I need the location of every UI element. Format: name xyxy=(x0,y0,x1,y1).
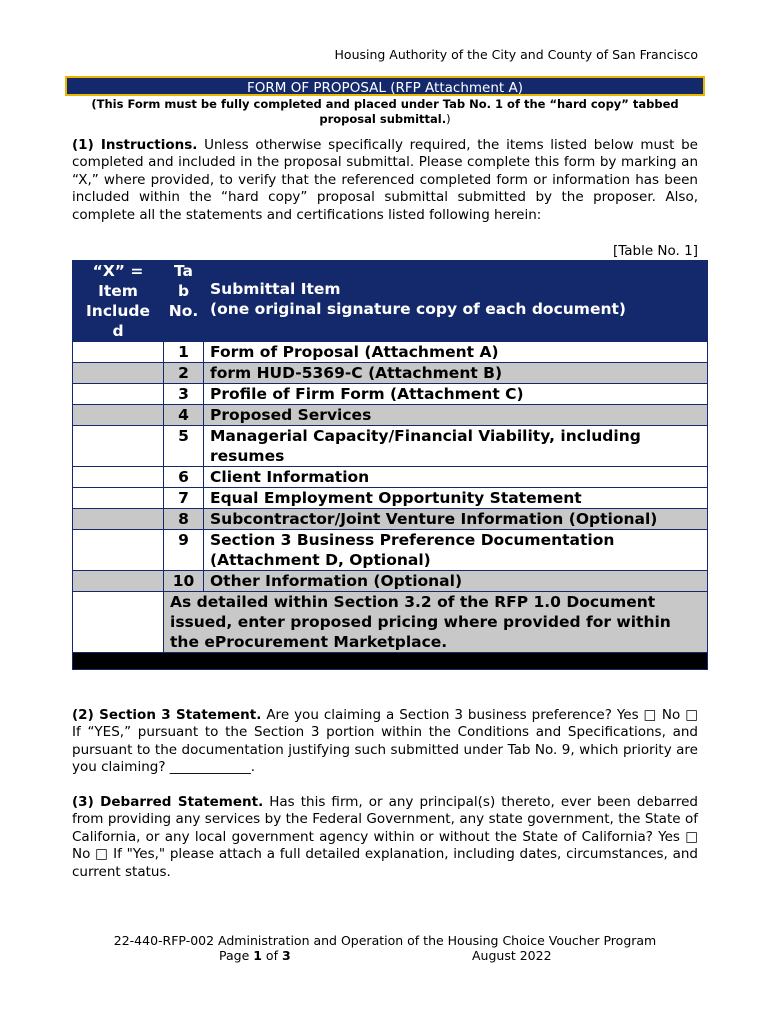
checkbox-cell-2[interactable] xyxy=(73,363,164,384)
tab-number: 1 xyxy=(164,342,204,363)
checkbox-cell-pricing[interactable] xyxy=(73,592,164,653)
checkbox-cell-8[interactable] xyxy=(73,509,164,530)
tab-number: 7 xyxy=(164,488,204,509)
subtitle-text: (This Form must be fully completed and placed under Tab No. 1 of the “hard copy” tabbed proposal submittal. xyxy=(91,97,679,126)
tab-number: 2 xyxy=(164,363,204,384)
checkbox-cell-7[interactable] xyxy=(73,488,164,509)
tab-number: 5 xyxy=(164,426,204,467)
submittal-item: Subcontractor/Joint Venture Information (Optional) xyxy=(204,509,708,530)
subtitle-end: ) xyxy=(446,112,451,126)
checkbox-cell-10[interactable] xyxy=(73,571,164,592)
tab-number: 4 xyxy=(164,405,204,426)
submittal-item: Proposed Services xyxy=(204,405,708,426)
instructions-label: (1) Instructions. xyxy=(72,137,198,153)
submittal-item: Other Information (Optional) xyxy=(204,571,708,592)
table-row xyxy=(73,363,708,384)
tab-number: 8 xyxy=(164,509,204,530)
table-row xyxy=(73,405,708,426)
debarred-text: Has this firm, or any principal(s) thereto, ever been debarred from providing any services by the Federal Government, any state government, the State of California, or any local government agency within or without the State of California? Yes □ No □ If "Yes," please attach a full detailed explanation, including dates, circumstances, and current status. xyxy=(72,794,698,880)
section3-text: Are you claiming a Section 3 business preference? Yes □ No □ If “YES,” pursuant to the Section 3 portion within the Conditions and Specifications, and pursuant to the documentation justifying such submitted under Tab No. 9, which priority are you claiming? ____________. xyxy=(72,707,698,776)
table-row xyxy=(73,467,708,488)
instructions-paragraph xyxy=(72,137,698,224)
header-submittal-item xyxy=(204,261,708,342)
instructions-text: Unless otherwise specifically required, the items listed below must be completed and included in the proposal submittal. Please complete this form by marking an “X,” where provided, to verify that the referenced completed form or information has been included within the “hard copy” proposal submittal submitted by the proposer. Also, complete all the statements and certifications listed following herein: xyxy=(72,137,698,223)
submittal-items-table xyxy=(72,260,708,670)
table-row xyxy=(73,530,708,571)
submittal-item: Client Information xyxy=(204,467,708,488)
debarred-statement xyxy=(72,794,698,881)
checkbox-cell-6[interactable] xyxy=(73,467,164,488)
table-number: [Table No. 1] xyxy=(612,243,698,259)
footer-date: August 2022 xyxy=(472,948,552,963)
table-row xyxy=(73,509,708,530)
submittal-item: Managerial Capacity/Financial Viability, including resumes xyxy=(204,426,708,467)
header-tab-no: Ta b No. xyxy=(164,261,204,342)
header-submittal-subtitle: (one original signature copy of each document) xyxy=(210,300,626,318)
checkbox-cell-9[interactable] xyxy=(73,530,164,571)
checkbox-cell-3[interactable] xyxy=(73,384,164,405)
submittal-item: form HUD-5369-C (Attachment B) xyxy=(204,363,708,384)
table-row xyxy=(73,571,708,592)
debarred-label: (3) Debarred Statement. xyxy=(72,794,264,810)
tab-number: 6 xyxy=(164,467,204,488)
section3-statement xyxy=(72,707,698,777)
table-row xyxy=(73,488,708,509)
table-row xyxy=(73,426,708,467)
table-row xyxy=(73,342,708,363)
page-number: Page 1 of 3 xyxy=(219,948,291,963)
header-submittal-title: Submittal Item xyxy=(210,280,341,298)
form-title: FORM OF PROPOSAL (RFP Attachment A) xyxy=(65,76,705,96)
checkbox-cell-1[interactable] xyxy=(73,342,164,363)
form-subtitle xyxy=(65,97,705,127)
checkbox-cell-5[interactable] xyxy=(73,426,164,467)
header-item-included: “X” = Item Include d xyxy=(73,261,164,342)
submittal-item: Form of Proposal (Attachment A) xyxy=(204,342,708,363)
table-footer-bar xyxy=(73,653,708,670)
table-header-row xyxy=(73,261,708,342)
submittal-item: Section 3 Business Preference Documentation (Attachment D, Optional) xyxy=(204,530,708,571)
section3-label: (2) Section 3 Statement. xyxy=(72,707,262,723)
submittal-item: Equal Employment Opportunity Statement xyxy=(204,488,708,509)
table-row xyxy=(73,384,708,405)
tab-number: 10 xyxy=(164,571,204,592)
footer-title: 22-440-RFP-002 Administration and Operation of the Housing Choice Voucher Program xyxy=(113,933,657,948)
submittal-item: Profile of Firm Form (Attachment C) xyxy=(204,384,708,405)
pricing-instructions: As detailed within Section 3.2 of the RFP 1.0 Document issued, enter proposed pricing where provided for within the eProcurement Marketplace. xyxy=(164,592,708,653)
document-header: Housing Authority of the City and County of San Francisco xyxy=(334,47,698,62)
checkbox-cell-4[interactable] xyxy=(73,405,164,426)
pricing-row xyxy=(73,592,708,653)
tab-number: 3 xyxy=(164,384,204,405)
tab-number: 9 xyxy=(164,530,204,571)
